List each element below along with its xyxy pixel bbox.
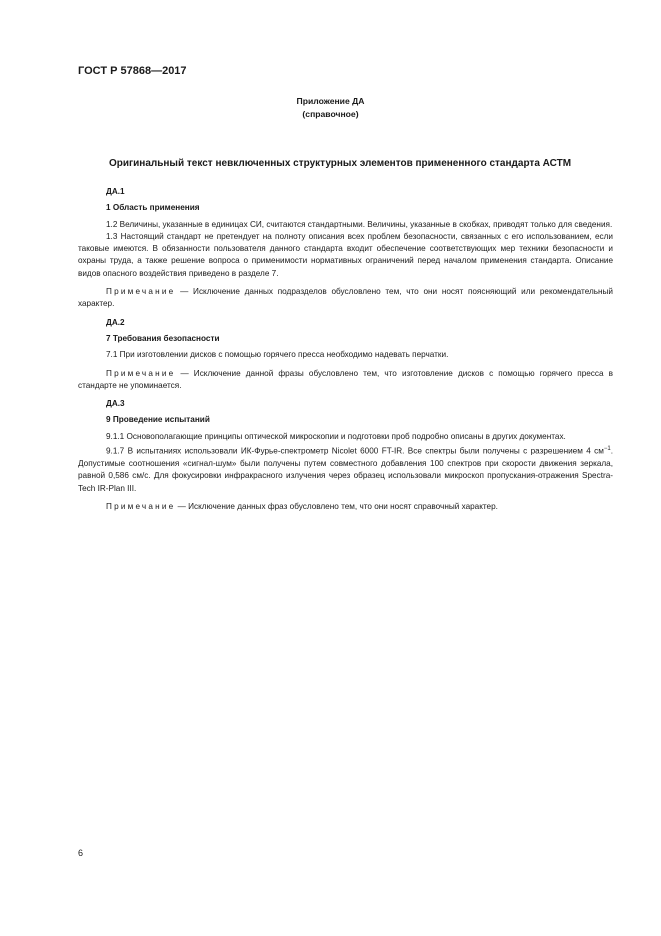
section-label-da2: ДА.2 [106, 317, 125, 327]
section-heading-scope: 1 Область применения [106, 203, 200, 213]
document-body [78, 186, 613, 513]
paragraph-1-3: 1.3 Настоящий стандарт не претендует на полноту описания всех проблем безопасности, связанных с его использованием, если таковые имеются. В обязанности пользователя данного стандарта входит обеспечение соответствующих мер техники безопасности и охраны труда, а также решение вопроса о применимости нормативных ограничений перед началом применения стандарта. Описание видов опасного воздействия приведено в разделе 7. [78, 231, 613, 278]
note-text: — Исключение данных фраз обусловлено тем, что они носят справочный характер. [175, 501, 498, 511]
appendix-subtitle: (справочное) [302, 109, 359, 119]
paragraph-9-1-7-part-a: 9.1.7 В испытаниях использовали ИК-Фурье-спектрометр Nicolet 6000 FT-IR. Все спектры были получены с разрешением 4 см [106, 446, 604, 456]
paragraph-9-1-7 [78, 443, 613, 495]
note-label: Примечание [106, 287, 176, 297]
page-number: 6 [78, 848, 84, 858]
note-label: Примечание [106, 368, 176, 378]
document-code: ГОСТ Р 57868—2017 [78, 65, 187, 77]
paragraph-9-1-1: 9.1.1 Основополагающие принципы оптической микроскопии и подготовки проб подробно описаны в других документах. [106, 431, 566, 441]
section-label-da1: ДА.1 [106, 187, 125, 196]
note-da2 [78, 368, 613, 393]
note-text: — Исключение данной фразы обусловлено тем, что изготовление дисков с помощью горячего пресса в стандарте не упоминается. [78, 368, 613, 390]
note-da1 [78, 286, 613, 311]
section-heading-safety: 7 Требования безопасности [106, 333, 220, 343]
section-label-da3: ДА.3 [106, 399, 125, 409]
note-label: Примечание [106, 501, 176, 511]
paragraph-9-1-7-part-b: . Допустимые соотношения «сигнал-шум» были получены путем совместного добавления 100 спектров при скорости движения зеркала, равной 0,586 см/с. Для фокусировки инфракрасного излучения через образец использовали микроскоп пропускания-отражения Spectra-Tech IR-Plan III. [78, 446, 613, 493]
paragraph-7-1: 7.1 При изготовлении дисков с помощью горячего пресса необходимо надевать перчатки. [106, 350, 449, 360]
note-text: — Исключение данных подразделов обусловлено тем, что они носят поясняющий или рекомендательный характер. [78, 287, 613, 309]
main-title: Оригинальный текст невключенных структурных элементов примененного стандарта АСТМ [108, 158, 572, 169]
section-heading-testing: 9 Проведение испытаний [106, 415, 210, 425]
paragraph-1-2: 1.2 Величины, указанные в единицах СИ, считаются стандартными. Величины, указанные в скобках, приводят только для сведения. [106, 219, 613, 229]
appendix-title: Приложение ДА [296, 96, 365, 106]
note-da3 [78, 501, 613, 513]
superscript-minus-one: −1 [603, 446, 611, 453]
